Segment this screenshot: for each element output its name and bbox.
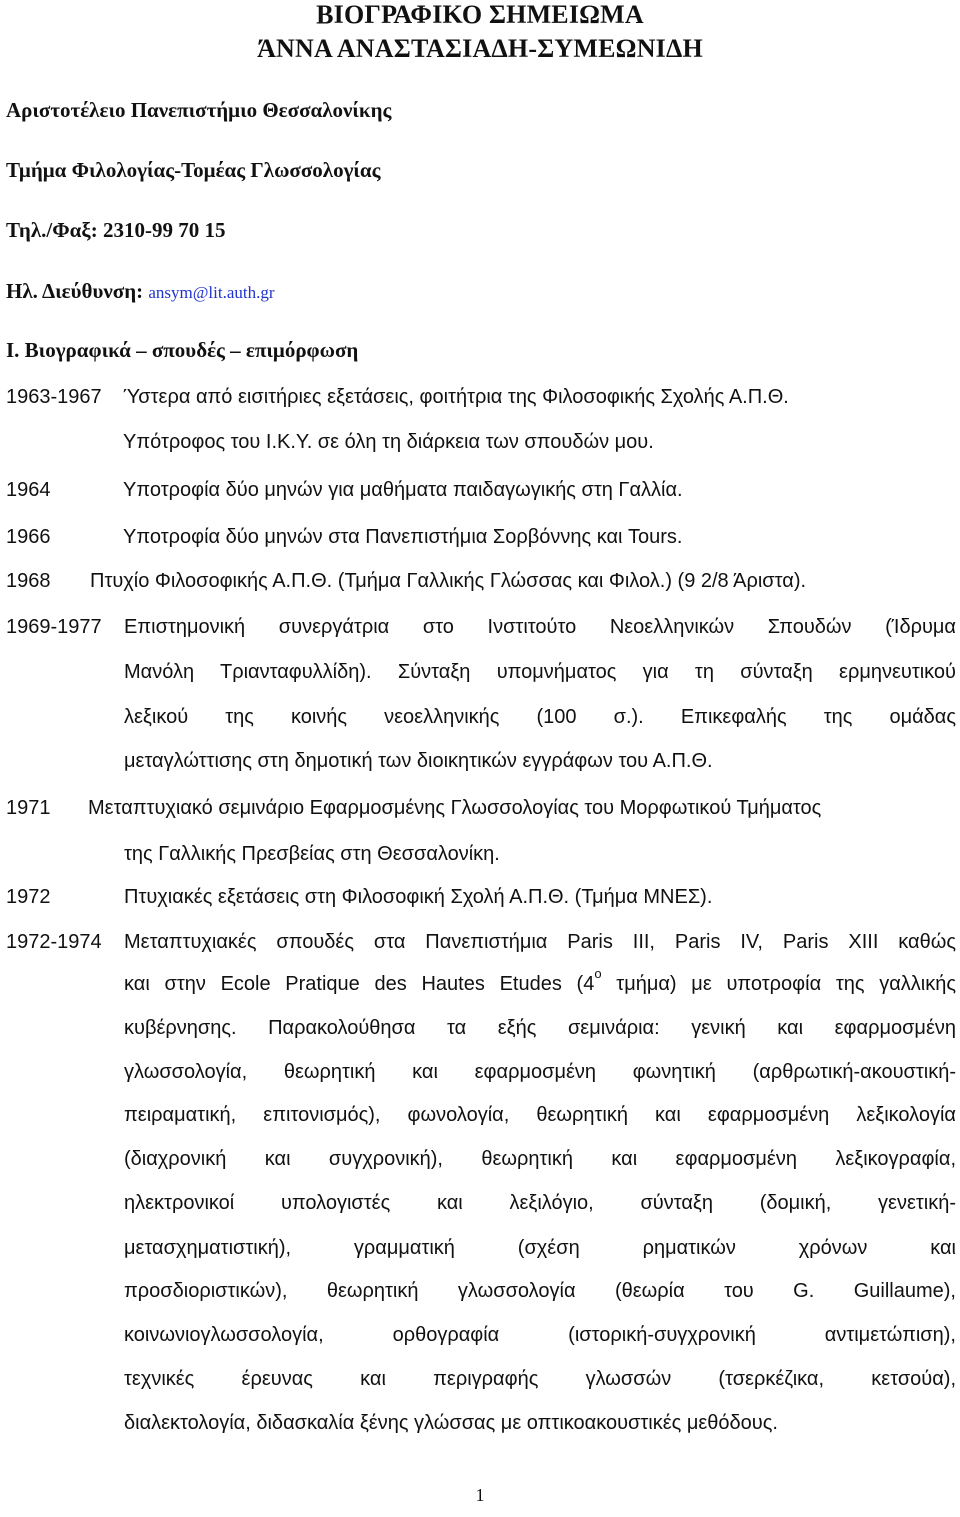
entry-text: πειραματική, επιτονισμός), φωνολογία, θεωρητική και εφαρμοσμένη λεξικολογία (124, 1104, 956, 1126)
entry-year: 1968 (6, 570, 51, 592)
email-link[interactable]: ansym@lit.auth.gr (148, 283, 275, 302)
entry-text: μετασχηματιστική), γραμματική (σχέση ρηματικών χρόνων και (124, 1237, 956, 1259)
entry-text: προσδιοριστικών), θεωρητική γλωσσολογία (θεωρία του G. Guillaume), (124, 1280, 956, 1302)
superscript: ο (594, 966, 602, 981)
entry-text: τεχνικές έρευνας και περιγραφής γλωσσών (τσερκέζικα, κετσούα), (124, 1368, 956, 1390)
university-line: Αριστοτέλειο Πανεπιστήμιο Θεσσαλονίκης (6, 98, 392, 122)
entry-text: Υποτροφία δύο μηνών στα Πανεπιστήμια Σορβόννης και Tours. (123, 526, 683, 548)
entry-text: Μανόλη Τριανταφυλλίδη). Σύνταξη υπομνήματος για τη σύνταξη ερμηνευτικού (124, 661, 956, 683)
section-heading: Ι. Βιογραφικά – σπουδές – επιμόρφωση (6, 338, 359, 362)
entry-text (124, 966, 956, 997)
entry-text: μεταγλώττισης στη δημοτική των διοικητικών εγγράφων του Α.Π.Θ. (124, 750, 713, 772)
entry-text: Υποτροφία δύο μηνών για μαθήματα παιδαγωγικής στη Γαλλία. (123, 479, 683, 501)
entry-year: 1966 (6, 526, 51, 548)
email-line (6, 278, 275, 306)
document-title: ΒΙΟΓΡΑΦΙΚΟ ΣΗΜΕΙΩΜΑ (316, 0, 644, 29)
entry-text: λεξικού της κοινής νεοελληνικής (100 σ.). Επικεφαλής της ομάδας (124, 706, 956, 728)
entry-text: Επιστημονική συνεργάτρια στο Ινστιτούτο Νεοελληνικών Σπουδών (Ίδρυμα (124, 616, 956, 638)
entry-year: 1969-1977 (6, 616, 102, 638)
entry-year: 1964 (6, 479, 51, 501)
entry-text: Μεταπτυχιακό σεμινάριο Εφαρμοσμένης Γλωσσολογίας του Μορφωτικού Τμήματος (88, 797, 822, 819)
entry-text: γλωσσολογία, θεωρητική και εφαρμοσμένη φωνητική (αρθρωτική-ακουστική- (124, 1061, 956, 1083)
entry-text: κοινωνιογλωσσολογία, ορθογραφία (ιστορική-συγχρονική αντιμετώπιση), (124, 1324, 956, 1346)
entry-year: 1963-1967 (6, 386, 102, 408)
entry-text: ηλεκτρονικοί υπολογιστές και λεξιλόγιο, σύνταξη (δομική, γενετική- (124, 1192, 956, 1214)
department-line: Τμήμα Φιλολογίας-Τομέας Γλωσσολογίας (6, 158, 381, 182)
entry-text: κυβέρνησης. Παρακολούθησα τα εξής σεμινάρια: γενική και εφαρμοσμένη (124, 1017, 956, 1039)
entry-text: διαλεκτολογία, διδασκαλία ξένης γλώσσας με οπτικοακουστικές μεθόδους. (124, 1412, 778, 1434)
email-label: Ηλ. Διεύθυνση: (6, 279, 144, 303)
entry-year: 1972 (6, 886, 51, 908)
phone-line: Τηλ./Φαξ: 2310-99 70 15 (6, 218, 226, 242)
text-fragment: τμήμα) με υποτροφία της γαλλικής (601, 973, 956, 995)
text-fragment: και στην Ecole Pratique des Hautes Etudes (4 (124, 973, 595, 995)
entry-year: 1972-1974 (6, 931, 102, 953)
entry-year: 1971 (6, 797, 51, 819)
entry-text: της Γαλλικής Πρεσβείας στη Θεσσαλονίκη. (124, 843, 500, 865)
entry-text: Ύστερα από εισιτήριες εξετάσεις, φοιτήτρια της Φιλοσοφικής Σχολής Α.Π.Θ. (123, 386, 789, 408)
entry-text: Μεταπτυχιακές σπουδές στα Πανεπιστήμια Paris III, Paris IV, Paris XIII καθώς (124, 931, 956, 953)
entry-text: (διαχρονική και συγχρονική), θεωρητική και εφαρμοσμένη λεξικογραφία, (124, 1148, 956, 1170)
entry-text: Πτυχιακές εξετάσεις στη Φιλοσοφική Σχολή Α.Π.Θ. (Τμήμα ΜΝΕΣ). (124, 886, 713, 908)
author-name: ΆΝΝΑ ΑΝΑΣΤΑΣΙΑΔΗ-ΣΥΜΕΩΝΙΔΗ (257, 34, 703, 63)
entry-text: Υπότροφος του Ι.Κ.Υ. σε όλη τη διάρκεια των σπουδών μου. (123, 431, 654, 453)
entry-text: Πτυχίο Φιλοσοφικής Α.Π.Θ. (Τμήμα Γαλλικής Γλώσσας και Φιλολ.) (9 2/8 Άριστα). (90, 570, 807, 592)
page-number: 1 (475, 1485, 485, 1505)
